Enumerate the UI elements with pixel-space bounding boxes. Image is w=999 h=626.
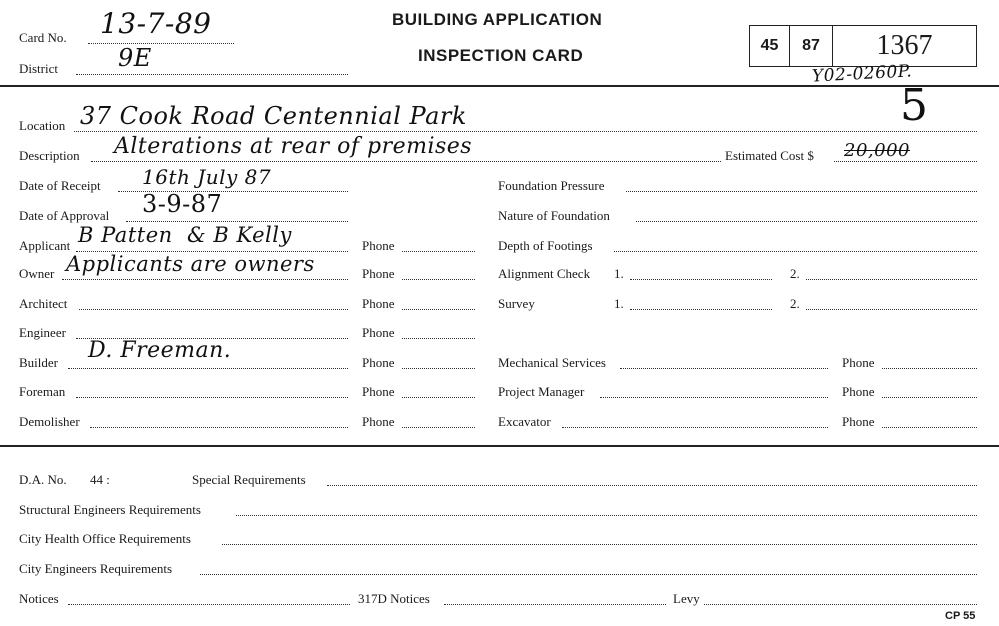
- project-manager-line: [600, 397, 828, 398]
- owner-label: Owner: [19, 266, 55, 281]
- engineer-label: Engineer: [19, 325, 66, 340]
- survey-num2: 2.: [790, 296, 800, 311]
- estimated-cost-value: 20,000: [844, 140, 910, 161]
- notices-label: Notices: [19, 591, 59, 606]
- owner-phone-line: [402, 279, 475, 280]
- card-no-value: 13-7-89: [100, 7, 212, 40]
- district-line: [76, 74, 348, 75]
- code-box-b: 87: [789, 25, 833, 67]
- applicant-label: Applicant: [19, 238, 71, 253]
- survey-label: Survey: [498, 296, 535, 311]
- mechanical-services-phone-line: [882, 368, 977, 369]
- card-title-line2: INSPECTION CARD: [418, 46, 584, 65]
- location-value: 37 Cook Road Centennial Park: [80, 102, 467, 130]
- estimated-cost-label: Estimated Cost $: [725, 148, 814, 163]
- notices-317d-label: 317D Notices: [358, 591, 430, 606]
- city-health-label: City Health Office Requirements: [19, 531, 191, 546]
- structural-engineers-line: [236, 515, 977, 516]
- demolisher-label: Demolisher: [19, 414, 80, 429]
- builder-value: D. Freeman.: [88, 338, 232, 363]
- location-line: [74, 131, 977, 132]
- city-health-line: [222, 544, 977, 545]
- description-label: Description: [19, 148, 80, 163]
- alignment-check-label: Alignment Check: [498, 266, 591, 281]
- builder-line: [68, 368, 348, 369]
- mechanical-services-label: Mechanical Services: [498, 355, 606, 370]
- margin-mark: 5: [900, 80, 929, 131]
- mechanical-services-line: [620, 368, 828, 369]
- survey-num1: 1.: [614, 296, 624, 311]
- reference-number: Y02-0260P.: [811, 61, 913, 87]
- date-of-receipt-label: Date of Receipt: [19, 178, 101, 193]
- survey-line2: [806, 309, 977, 310]
- description-value: Alterations at rear of premises: [114, 134, 473, 159]
- excavator-phone-line: [882, 427, 977, 428]
- survey-line1: [630, 309, 772, 310]
- foreman-label: Foreman: [19, 384, 66, 399]
- form-code: CP 55: [945, 610, 976, 622]
- demolisher-phone-label: Phone: [362, 414, 395, 429]
- foreman-line: [76, 397, 348, 398]
- location-label: Location: [19, 118, 66, 133]
- applicant-phone-line: [402, 251, 475, 252]
- district-value: 9E: [118, 44, 152, 72]
- levy-line: [704, 604, 977, 605]
- architect-phone-line: [402, 309, 475, 310]
- da-no-label: D.A. No.: [19, 472, 67, 487]
- date-of-receipt-value: 16th July 87: [142, 165, 272, 189]
- special-requirements-line: [327, 485, 977, 486]
- mechanical-services-phone-label: Phone: [842, 355, 875, 370]
- owner-value: Applicants are owners: [66, 252, 315, 276]
- architect-phone-label: Phone: [362, 296, 395, 311]
- city-engineers-line: [200, 574, 977, 575]
- top-rule: [0, 85, 999, 87]
- excavator-phone-label: Phone: [842, 414, 875, 429]
- structural-engineers-label: Structural Engineers Requirements: [19, 502, 201, 517]
- foreman-phone-label: Phone: [362, 384, 395, 399]
- description-line: [91, 161, 721, 162]
- foreman-phone-line: [402, 397, 475, 398]
- builder-phone-label: Phone: [362, 355, 395, 370]
- da-no-value: 44 :: [90, 472, 110, 487]
- city-engineers-label: City Engineers Requirements: [19, 561, 173, 576]
- builder-phone-line: [402, 368, 475, 369]
- foundation-pressure-line: [626, 191, 977, 192]
- alignment-check-line2: [806, 279, 977, 280]
- foundation-pressure-label: Foundation Pressure: [498, 178, 605, 193]
- alignment-check-line1: [630, 279, 772, 280]
- code-box-a: 45: [749, 25, 790, 67]
- levy-label: Levy: [673, 591, 700, 606]
- applicant-value: B Patten & B Kelly: [78, 223, 292, 247]
- alignment-check-num1: 1.: [614, 266, 624, 281]
- depth-of-footings-line: [614, 251, 977, 252]
- card-no-line: [88, 43, 234, 44]
- notices-317d-line: [444, 604, 666, 605]
- district-label: District: [19, 61, 58, 76]
- estimated-cost-line: [834, 161, 977, 162]
- owner-line: [62, 279, 348, 280]
- card-number-box: 1367: [832, 25, 977, 67]
- project-manager-phone-label: Phone: [842, 384, 875, 399]
- card-no-label: Card No.: [19, 30, 67, 45]
- bottom-rule: [0, 445, 999, 447]
- owner-phone-label: Phone: [362, 266, 395, 281]
- excavator-label: Excavator: [498, 414, 551, 429]
- engineer-phone-line: [402, 338, 475, 339]
- excavator-line: [562, 427, 828, 428]
- date-of-approval-line: [126, 221, 348, 222]
- nature-of-foundation-label: Nature of Foundation: [498, 208, 610, 223]
- architect-label: Architect: [19, 296, 68, 311]
- special-requirements-label: Special Requirements: [192, 472, 306, 487]
- nature-of-foundation-line: [636, 221, 977, 222]
- architect-line: [79, 309, 348, 310]
- notices-line: [68, 604, 350, 605]
- date-of-approval-value: 3-9-87: [142, 190, 223, 218]
- builder-label: Builder: [19, 355, 58, 370]
- depth-of-footings-label: Depth of Footings: [498, 238, 593, 253]
- alignment-check-num2: 2.: [790, 266, 800, 281]
- applicant-phone-label: Phone: [362, 238, 395, 253]
- demolisher-phone-line: [402, 427, 475, 428]
- project-manager-label: Project Manager: [498, 384, 585, 399]
- demolisher-line: [90, 427, 348, 428]
- date-of-approval-label: Date of Approval: [19, 208, 110, 223]
- engineer-phone-label: Phone: [362, 325, 395, 340]
- project-manager-phone-line: [882, 397, 977, 398]
- card-title-line1: BUILDING APPLICATION: [392, 10, 603, 29]
